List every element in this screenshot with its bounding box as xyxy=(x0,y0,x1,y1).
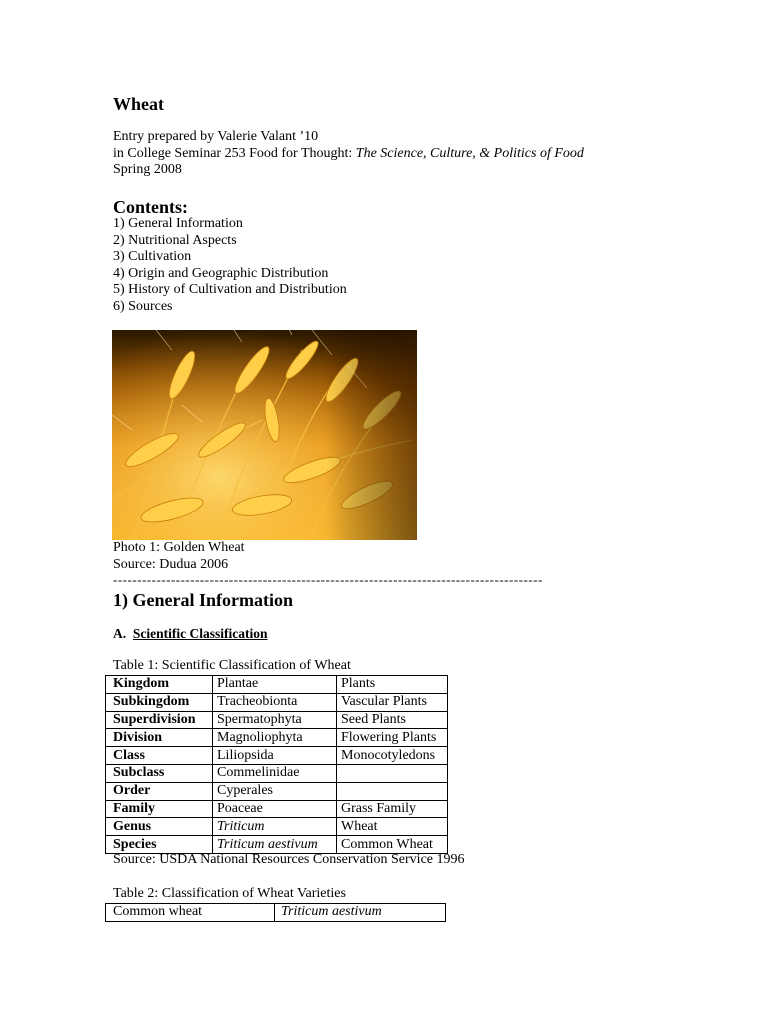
table-cell: Cyperales xyxy=(213,782,337,800)
table-row xyxy=(106,800,448,818)
table-cell: Common Wheat xyxy=(337,836,448,854)
table-cell: Kingdom xyxy=(106,676,213,694)
table-source: Source: USDA National Resources Conservation Service 1996 xyxy=(113,852,465,867)
table-cell: Common wheat xyxy=(106,904,275,922)
table-cell: Tracheobionta xyxy=(213,693,337,711)
table-cell: Plantae xyxy=(213,676,337,694)
table-cell: Triticum aestivum xyxy=(275,904,446,922)
table-row xyxy=(106,904,446,922)
table-cell: Superdivision xyxy=(106,711,213,729)
table-cell: Genus xyxy=(106,818,213,836)
byline-course xyxy=(113,146,584,163)
table-cell: Flowering Plants xyxy=(337,729,448,747)
table-cell: Vascular Plants xyxy=(337,693,448,711)
wheat-photo xyxy=(112,330,417,540)
table-caption: Table 1: Scientific Classification of Wheat xyxy=(113,658,351,673)
photo-source: Source: Dudua 2006 xyxy=(113,556,229,572)
contents-item: 1) General Information xyxy=(113,216,243,231)
section-heading: 1) General Information xyxy=(113,590,293,610)
table-row xyxy=(106,836,448,854)
byline-course-prefix: in College Seminar 253 Food for Thought: xyxy=(113,145,356,161)
table-cell: Species xyxy=(106,836,213,854)
photo-caption xyxy=(113,540,245,573)
table-row xyxy=(106,693,448,711)
contents-heading: Contents: xyxy=(113,197,188,217)
divider-line: ----------------------------------------------------------------------------------------- xyxy=(113,572,543,587)
table-cell: Family xyxy=(106,800,213,818)
classification-table xyxy=(105,675,448,854)
table-cell xyxy=(337,764,448,782)
photo-caption-title: Photo 1: Golden Wheat xyxy=(113,540,245,555)
table-row xyxy=(106,818,448,836)
table-cell: Division xyxy=(106,729,213,747)
table-cell: Monocotyledons xyxy=(337,747,448,765)
table-row xyxy=(106,711,448,729)
page-title: Wheat xyxy=(113,94,164,114)
table-cell: Poaceae xyxy=(213,800,337,818)
contents-item: 4) Origin and Geographic Distribution xyxy=(113,265,329,281)
table-row xyxy=(106,676,448,694)
byline-term: Spring 2008 xyxy=(113,162,182,177)
table-cell: Magnoliophyta xyxy=(213,729,337,747)
byline-author: Entry prepared by Valerie Valant ’10 xyxy=(113,129,319,144)
table-cell: Subclass xyxy=(106,764,213,782)
table-cell: Wheat xyxy=(337,818,448,836)
table-row xyxy=(106,747,448,765)
contents-list xyxy=(113,216,347,315)
table-cell: Order xyxy=(106,782,213,800)
varieties-table xyxy=(105,903,446,922)
contents-item: 5) History of Cultivation and Distribution xyxy=(113,282,347,297)
contents-item: 3) Cultivation xyxy=(113,249,192,264)
table-cell: Seed Plants xyxy=(337,711,448,729)
table-cell: Class xyxy=(106,747,213,765)
table-cell: Triticum aestivum xyxy=(213,836,337,854)
table-cell: Grass Family xyxy=(337,800,448,818)
table-cell: Liliopsida xyxy=(213,747,337,765)
contents-item: 6) Sources xyxy=(113,298,173,314)
contents-item: 2) Nutritional Aspects xyxy=(113,232,237,248)
byline-course-title: The Science, Culture, & Politics of Food xyxy=(355,145,584,161)
table-cell xyxy=(337,782,448,800)
byline xyxy=(113,129,584,179)
table-row xyxy=(106,729,448,747)
table-cell: Spermatophyta xyxy=(213,711,337,729)
table-row xyxy=(106,764,448,782)
table-cell: Plants xyxy=(337,676,448,694)
table-cell: Triticum xyxy=(213,818,337,836)
subsection-letter: A. xyxy=(113,626,127,641)
table-cell: Commelinidae xyxy=(213,764,337,782)
table-cell: Subkingdom xyxy=(106,693,213,711)
table-row xyxy=(106,782,448,800)
subsection-heading xyxy=(113,626,268,643)
table-caption: Table 2: Classification of Wheat Varieties xyxy=(113,886,346,901)
subsection-title: Scientific Classification xyxy=(132,626,268,641)
